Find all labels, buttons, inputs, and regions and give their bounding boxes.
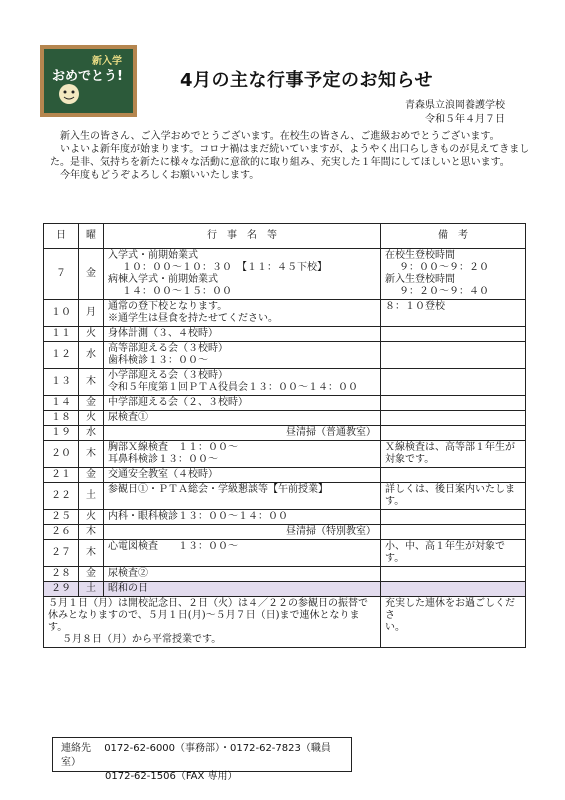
cell-event [104, 396, 381, 411]
table-row [44, 249, 526, 300]
event-line: 歯科検診１３：００〜 [108, 355, 208, 366]
cell-event [104, 483, 381, 510]
cell-note [381, 540, 526, 567]
table-row [44, 567, 526, 582]
cell-day: １８ [44, 411, 79, 426]
table-row [44, 411, 526, 426]
cell-weekday: 水 [79, 342, 104, 369]
cell-note [381, 411, 526, 426]
table-header-row [44, 224, 526, 249]
event-line: 参観日①・ＰＴＡ総会・学級懇談等【午前授業】 [108, 484, 328, 495]
note-line: ９：２０〜９：４０ [399, 286, 489, 297]
cell-note [381, 510, 526, 525]
schedule-table [43, 223, 526, 648]
header-weekday: 曜 [79, 224, 104, 249]
note-line: Ｘ線検査は、高等部１年生が [385, 442, 515, 453]
header-event: 行 事 名 等 [104, 224, 381, 249]
note-line: 在校生登校時間 [385, 250, 455, 261]
cell-note [381, 396, 526, 411]
footer-line: ５月８日（月）から平常授業です。 [62, 634, 222, 645]
cell-note [381, 300, 526, 327]
event-line: 尿検査② [108, 568, 148, 579]
note-line: ８：１０登校 [385, 301, 445, 312]
header-day: 日 [44, 224, 79, 249]
table-row [44, 342, 526, 369]
intro-paragraph: 今年度もどうぞよろしくお願いいたします。 [60, 170, 260, 181]
cell-note [381, 468, 526, 483]
footer-note-line: 充実した連休をお過ごしくださ [385, 598, 515, 621]
cell-event [104, 540, 381, 567]
cell-day: ２５ [44, 510, 79, 525]
contact-phone-main: 0172-62-6000（事務部）・0172-62-7823（職員室） [61, 743, 331, 768]
note-line: 詳しくは、後日案内いたしま [385, 484, 515, 495]
mascot-icon [54, 81, 84, 107]
event-line: 心電図検査 １３：００〜 [108, 541, 238, 552]
event-line: 通常の登下校となります。 [108, 301, 228, 312]
contact-label: 連絡先 [61, 743, 91, 754]
event-line: 胸部Ｘ線検査 １１：００〜 [108, 442, 238, 453]
table-row [44, 396, 526, 411]
cell-event [104, 369, 381, 396]
event-line: 高等部迎える会（３校時） [108, 343, 228, 354]
cell-note [381, 426, 526, 441]
cell-note [381, 369, 526, 396]
school-name: 青森県立浪岡養護学校 [405, 100, 505, 111]
intro-paragraph: 新入生の皆さん、ご入学おめでとうございます。在校生の皆さん、ご進級おめでとうございます。 [60, 131, 500, 142]
intro-paragraph: いよいよ新年度が始まります。コロナ禍はまだ続いていますが、ようやく出口らしきものが見えてきました。是非、気持ちを新たに様々な活動に意欲的に取り組み、充実した１年間にしてほしいと思います。 [50, 144, 530, 168]
event-line: １０：００〜１０：３０ 【１１：４５下校】 [122, 262, 327, 273]
cell-note [381, 483, 526, 510]
cell-weekday: 月 [79, 300, 104, 327]
cell-event [104, 300, 381, 327]
cell-note [381, 327, 526, 342]
new-student-badge [40, 45, 137, 117]
cell-weekday: 火 [79, 510, 104, 525]
cell-event [104, 468, 381, 483]
table-row [44, 327, 526, 342]
header-note: 備 考 [381, 224, 526, 249]
cell-event [104, 249, 381, 300]
table-row [44, 582, 526, 597]
cell-day: ２９ [44, 582, 79, 597]
cell-event [104, 567, 381, 582]
note-line: す。 [385, 496, 405, 507]
cell-day: ２８ [44, 567, 79, 582]
cell-event [104, 441, 381, 468]
event-line: 耳鼻科検診１３：００〜 [108, 454, 218, 465]
cell-weekday: 金 [79, 396, 104, 411]
note-line: 小、中、高１年生が対象です。 [385, 541, 505, 564]
cell-day: ２７ [44, 540, 79, 567]
cell-event [104, 342, 381, 369]
cell-day: １９ [44, 426, 79, 441]
cell-weekday: 土 [79, 582, 104, 597]
event-line: 昼清掃（特別教室） [286, 526, 376, 537]
cell-weekday: 火 [79, 411, 104, 426]
note-line: ９：００〜９：２０ [399, 262, 489, 273]
cell-note [381, 342, 526, 369]
page-title: 4月の主な行事予定のお知らせ [180, 70, 433, 91]
intro-text [50, 130, 530, 182]
event-line: 尿検査① [108, 412, 148, 423]
cell-weekday: 金 [79, 249, 104, 300]
cell-note [381, 249, 526, 300]
cell-event [104, 411, 381, 426]
event-line: 身体計測（３、４校時） [108, 328, 218, 339]
cell-event [104, 525, 381, 540]
event-line: 昭和の日 [108, 583, 148, 594]
cell-event [104, 582, 381, 597]
cell-weekday: 木 [79, 540, 104, 567]
table-row [44, 540, 526, 567]
contact-fax: 0172-62-1506（FAX 専用） [105, 771, 238, 782]
cell-weekday: 金 [79, 468, 104, 483]
cell-weekday: 土 [79, 483, 104, 510]
cell-day: ７ [44, 249, 79, 300]
cell-event [104, 426, 381, 441]
cell-day: １２ [44, 342, 79, 369]
table-row [44, 483, 526, 510]
cell-weekday: 木 [79, 441, 104, 468]
note-line: 新入生登校時間 [385, 274, 455, 285]
cell-day: ２１ [44, 468, 79, 483]
footer-note-line: い。 [385, 622, 405, 633]
badge-line1: 新入学 [92, 56, 122, 67]
contact-box [52, 737, 352, 782]
footer-line: ５月１日（月）は開校記念日、２日（火）は４／２２の参観日の振替で休みとなりますので、５月１日(月)〜５月７日（日)まで連休となります。 [48, 598, 368, 633]
cell-day: １４ [44, 396, 79, 411]
cell-day: ２０ [44, 441, 79, 468]
table-row [44, 426, 526, 441]
cell-day: ２６ [44, 525, 79, 540]
event-line: 病棟入学式・前期始業式 [108, 274, 218, 285]
badge-line2: おめでとう! [52, 69, 123, 84]
event-line: ※通学生は昼食を持たせてください。 [108, 313, 278, 324]
cell-day: １３ [44, 369, 79, 396]
table-row [44, 369, 526, 396]
footer-note [381, 597, 526, 648]
event-line: 昼清掃（普通教室） [286, 427, 376, 438]
cell-note [381, 441, 526, 468]
table-row [44, 468, 526, 483]
cell-note [381, 525, 526, 540]
cell-day: １０ [44, 300, 79, 327]
event-line: １４：００〜１５：００ [122, 286, 232, 297]
table-row [44, 525, 526, 540]
event-line: 内科・眼科検診１３：００〜１４：００ [108, 511, 288, 522]
table-row [44, 300, 526, 327]
table-footer-row [44, 597, 526, 648]
cell-event [104, 510, 381, 525]
event-line: 令和５年度第１回ＰＴＡ役員会１３：００〜１４：００ [108, 382, 358, 393]
cell-event [104, 327, 381, 342]
cell-note [381, 582, 526, 597]
cell-weekday: 水 [79, 426, 104, 441]
event-line: 交通安全教室（４校時） [108, 469, 218, 480]
cell-weekday: 火 [79, 327, 104, 342]
cell-weekday: 金 [79, 567, 104, 582]
cell-day: １１ [44, 327, 79, 342]
table-row [44, 441, 526, 468]
cell-weekday: 木 [79, 525, 104, 540]
event-line: 中学部迎える会（２、３校時） [108, 397, 248, 408]
footer-text [44, 597, 381, 648]
cell-weekday: 木 [79, 369, 104, 396]
event-line: 入学式・前期始業式 [108, 250, 198, 261]
note-line: 対象です。 [385, 454, 435, 465]
table-row [44, 510, 526, 525]
cell-day: ２２ [44, 483, 79, 510]
cell-note [381, 567, 526, 582]
issue-date: 令和５年４月７日 [425, 114, 505, 125]
event-line: 小学部迎える会（３校時） [108, 370, 228, 381]
